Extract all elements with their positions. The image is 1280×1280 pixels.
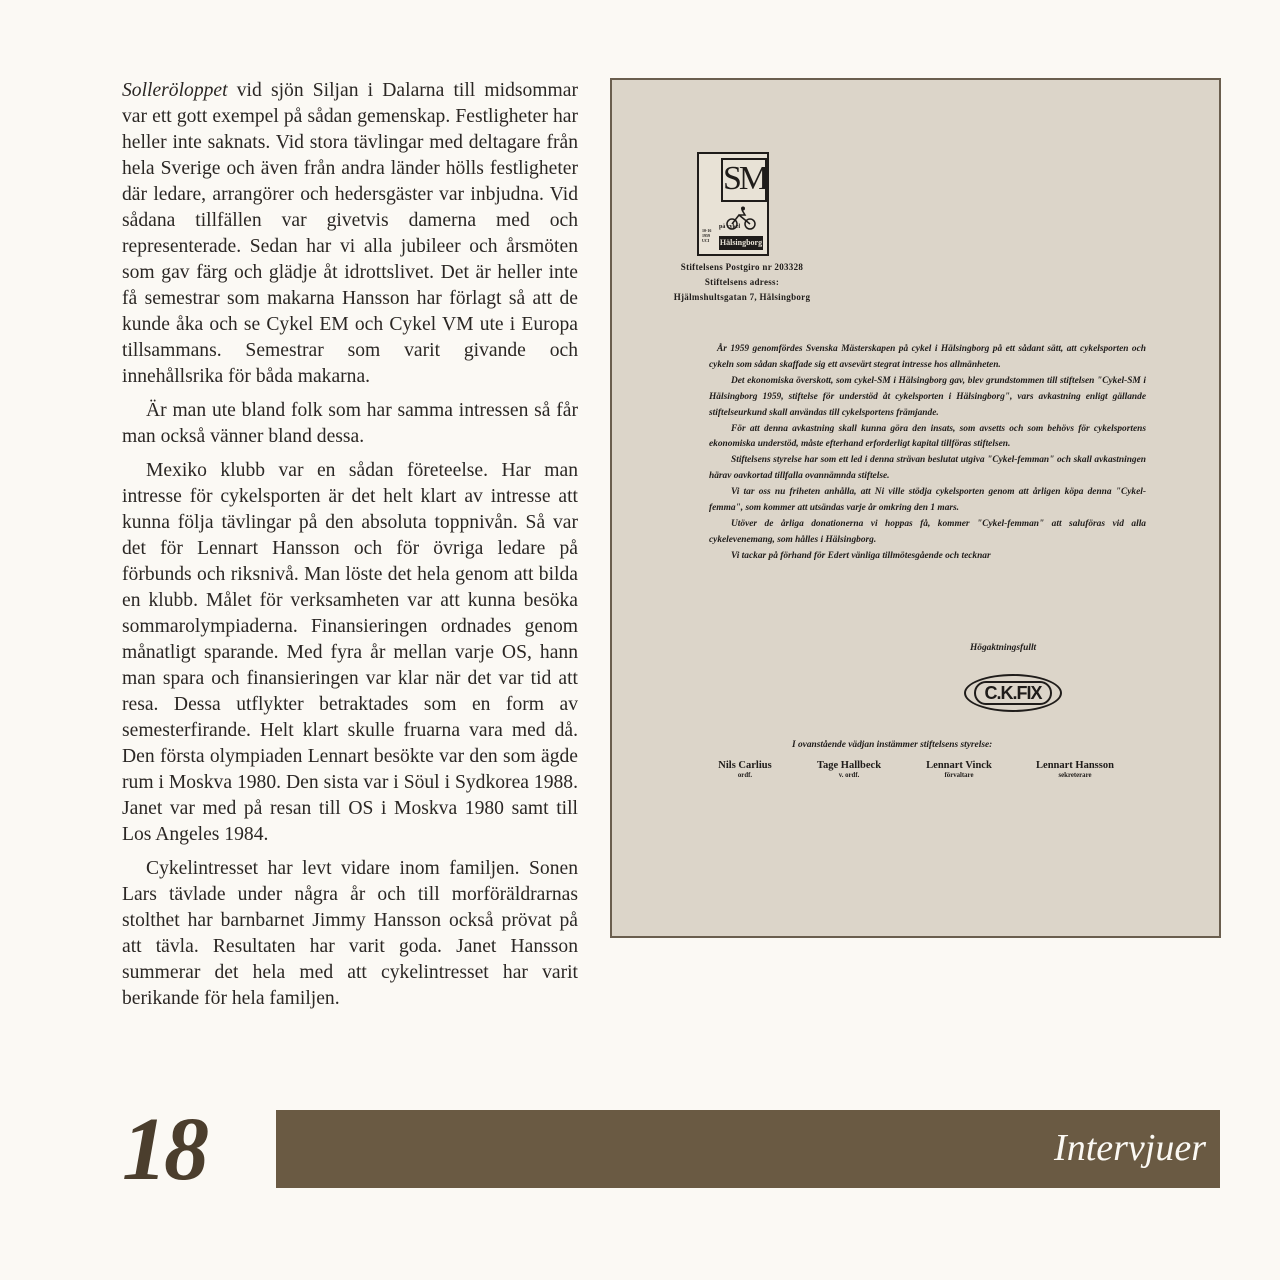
letter-paragraph: Utöver de årliga donationerna vi hoppas få, kommer "Cykel-femman" att saluföras vid alla cykelevenemang, som hålles i Hälsingborg. <box>709 518 1146 545</box>
article-paragraph-1 <box>122 78 578 390</box>
letter-closing: Högaktningsfullt <box>970 643 1037 653</box>
paragraph-text: vid sjön Siljan i Dalarna till midsommar var ett gott exempel på sådan gemenskap. Festligheter har heller inte saknats. Vid stora tävlingar med deltagare från hela Sverige och även från andra länder hölls festligheter där ledare, arrangörer och hedersgäster var inbjudna. Vid sådana tillfällen var givetvis damerna med och representerade. Sedan har vi alla jubileer och årsmöten som gav färg och glädje åt idrottslivet. Det är heller inte få semestrar som makarna Hansson har förlagt så att de kunde åka och se Cykel EM och Cykel VM ute i Europa tillsammans. Semestrar som varit givande och innehållsrika för båda makarna. <box>122 80 578 387</box>
signatory <box>1020 760 1130 779</box>
postgiro-line: Stiftelsens Postgiro nr 203328 <box>680 262 804 272</box>
letter-paragraph: Det ekonomiska överskott, som cykel-SM i Hälsingborg gav, blev grundstommen till stiftelsen "Cykel-SM i Hälsingborg 1959, stiftelse för understöd åt cykelsporten i Hälsingborg", vars avkastning enligt gällande stiftelseurkund skall användas till cykelsportens främjande. <box>709 375 1146 418</box>
letter-paragraph: År 1959 genomfördes Svenska Mästerskapen på cykel i Hälsingborg på ett sådant sätt, att cykelsporten och cykeln som sådan skaffade sig ett avsevärt stegrat intresse hos allmänheten. <box>709 344 1146 370</box>
signatory-name: Lennart Vinck <box>926 760 992 771</box>
logo-sm-text: SM <box>721 158 767 202</box>
article-paragraph-4: Cykelintresset har levt vidare inom familjen. Sonen Lars tävlade under några år och till morföräldrarnas stolthet har barnbarnet Jimmy Hansson också prövat på att tävla. Resultaten har varit goda. Janet Hansson summerar det hela med att cykelintresset har varit berikande för hela familjen. <box>122 858 578 1009</box>
club-stamp <box>964 674 1062 712</box>
signatory <box>690 760 800 779</box>
race-name: Solleröloppet <box>122 80 228 101</box>
signatory <box>794 760 904 779</box>
article-column <box>122 78 578 1020</box>
signatory-name: Lennart Hansson <box>1036 760 1114 771</box>
letter-paragraph: Vi tackar på förhand för Edert vänliga tillmötesgående och tecknar <box>731 550 991 561</box>
page-number: 18 <box>122 1100 206 1199</box>
signatory-name: Tage Hallbeck <box>816 760 882 771</box>
letter-paragraph: Vi tar oss nu friheten anhålla, att Ni ville stödja cykelsporten genom att årligen köpa denna "Cykel-femma", som kommer att utsändas varje år omkring den 1 mars. <box>709 487 1146 514</box>
letter-address <box>612 260 872 305</box>
sm-cycling-logo <box>697 152 769 256</box>
street-address: Hjälmshultsgatan 7, Hälsingborg <box>673 292 811 302</box>
foundation-letter-image <box>610 78 1221 938</box>
logo-small-text: på cykel <box>719 224 741 230</box>
letter-paragraph: För att denna avkastning skall kunna göra den insats, som avsetts och som behövs för cykelsportens ekonomiska understöd, måste efterhand erforderligt kapital tillföras stiftelsen. <box>709 423 1146 450</box>
section-title: Intervjuer <box>1054 1127 1206 1169</box>
stamp-text: C.K.FIX <box>974 681 1052 705</box>
signatory-role: v. ordf. <box>838 772 860 779</box>
signatory-name: Nils Carlius <box>718 760 772 771</box>
logo-city: Hälsingborg <box>719 236 763 250</box>
signatory-role: sekreterare <box>1058 772 1092 779</box>
signatory <box>904 760 1014 779</box>
article-paragraph-2: Är man ute bland folk som har samma intressen så får man också vänner bland dessa. <box>122 400 578 447</box>
letter-paragraph: Stiftelsens styrelse har som ett led i denna strävan beslutat utgiva "Cykel-femman" och skall avkastningen härav oavkortad tillfalla ovannämnda stiftelse. <box>709 455 1146 482</box>
section-band <box>276 1110 1220 1188</box>
board-concurrence: I ovanstående vädjan instämmer stiftelsens styrelse: <box>792 740 993 750</box>
article-paragraph-3: Mexiko klubb var en sådan företeelse. Har man intresse för cykelsporten är det helt klart av intresse att kunna följa tävlingar på den absoluta toppnivån. Så var det för Lennart Hansson och för övriga ledare på förbunds och riksnivå. Man löste det hela genom att bilda en klubb. Målet för verksamheten var att kunna besöka sommarolympiaderna. Finansieringen ordnades genom månatligt sparande. Med fyra år mellan varje OS, hann man spara och finansieringen var klar när det var tid att resa. Dessa utflykter betraktades som en form av semesterfirande. Helt klart skulle fruarna vara med då. Den första olympiaden Lennart besökte var den som ägde rum i Moskva 1980. Den sista var i Söul i Sydkorea 1988. Janet var med på resan till OS i Moskva 1980 samt till Los Angeles 1984. <box>122 460 578 845</box>
letter-body <box>709 342 1146 565</box>
address-label: Stiftelsens adress: <box>704 277 780 287</box>
signatory-role: förvaltare <box>944 772 974 779</box>
signatory-role: ordf. <box>737 772 753 779</box>
logo-side-text: 10-16 1959 UCI <box>702 228 712 243</box>
